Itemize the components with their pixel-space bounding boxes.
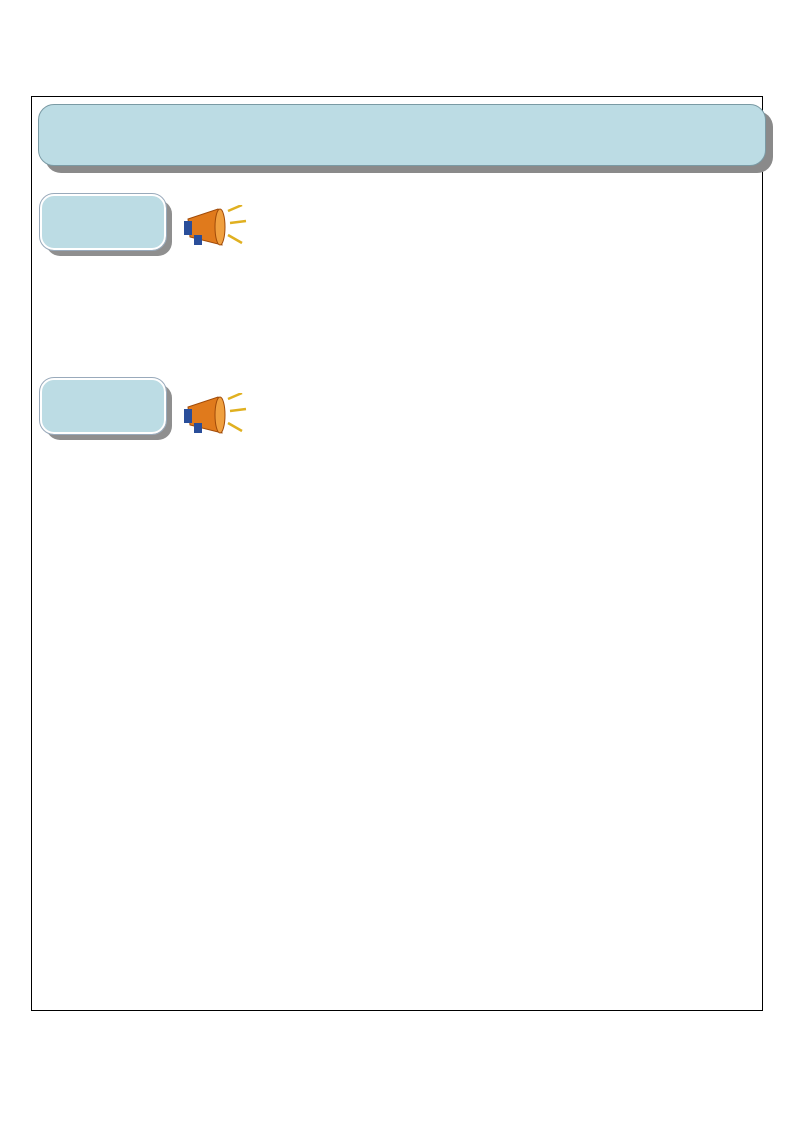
title-banner <box>38 104 766 166</box>
section-heading-knowledge <box>40 378 166 434</box>
megaphone-icon <box>180 393 250 443</box>
megaphone-icon <box>180 205 250 255</box>
section-heading-intro <box>40 194 166 250</box>
